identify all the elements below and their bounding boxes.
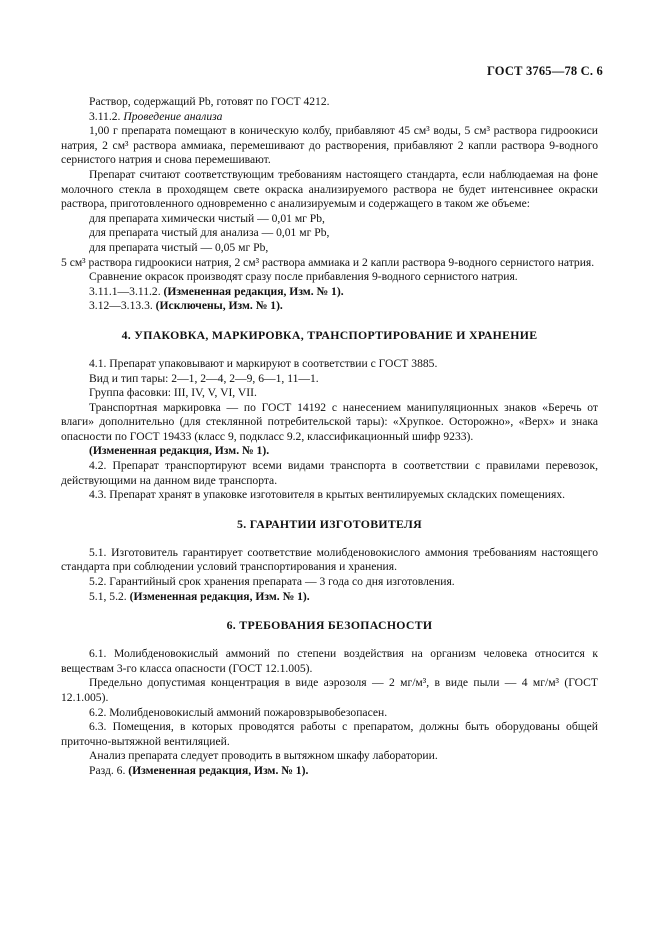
amendment-note	[61, 285, 598, 300]
paragraph: 6.3. Помещения, в которых проводятся работы с препаратом, должны быть оборудованы общей приточно-вытяжной вентиляцией.	[61, 720, 598, 748]
list-item: для препарата чистый — 0,05 мг Pb,	[89, 240, 269, 254]
amendment-note	[61, 764, 598, 779]
paragraph: 6.2. Молибденовокислый аммоний пожаровзрывобезопасен.	[89, 705, 388, 719]
paragraph: Раствор, содержащий Pb, готовят по ГОСТ 4212.	[89, 95, 330, 108]
paragraph: 4.2. Препарат транспортируют всеми видами транспорта в соответствии с правилами перевозок, действующими на данном виде транспорта.	[61, 459, 598, 487]
section-title: 4. УПАКОВКА, МАРКИРОВКА, ТРАНСПОРТИРОВАНИЕ И ХРАНЕНИЕ	[121, 327, 538, 342]
paragraph: 4.3. Препарат хранят в упаковке изготовителя в крытых вентилируемых складских помещениях.	[89, 488, 566, 502]
paragraph: 5.1. Изготовитель гарантирует соответствие молибденовокислого аммония требованиям настоящего стандарта при соблюдении условий транспортирования и хранения.	[61, 545, 598, 574]
clause-title: Проведение анализа	[123, 109, 223, 123]
page-content	[61, 95, 598, 779]
paragraph: Анализ препарата следует проводить в вытяжном шкафу лаборатории.	[89, 749, 438, 763]
list-item: для препарата химически чистый — 0,01 мг Pb,	[89, 211, 325, 225]
list-item: для препарата чистый для анализа — 0,01 мг Pb,	[89, 226, 330, 240]
amendment-text: (Измененная редакция, Изм. № 1).	[129, 589, 310, 603]
paragraph: Вид и тип тары: 2—1, 2—4, 2—9, 6—1, 11—1.	[89, 371, 319, 385]
amendment-note	[61, 590, 598, 605]
section-title: 5. ГАРАНТИИ ИЗГОТОВИТЕЛЯ	[237, 516, 422, 531]
spacer	[61, 604, 598, 618]
section-title: 6. ТРЕБОВАНИЯ БЕЗОПАСНОСТИ	[226, 618, 433, 633]
paragraph: 4.1. Препарат упаковывают и маркируют в соответствии с ГОСТ 3885.	[89, 356, 438, 370]
clause-range: Разд. 6.	[89, 763, 126, 777]
paragraph: Группа фасовки: III, IV, V, VI, VII.	[89, 386, 257, 400]
amendment-text: (Исключены, Изм. № 1).	[155, 299, 283, 313]
paragraph: Препарат считают соответствующим требованиям настоящего стандарта, если наблюдаемая на фоне молочного стекла в проходящем свете окраска анализируемого раствора не будет интенсивнее окраски раствора, приготовленного одновременно с анализируемым и содержащего в таком же объеме:	[61, 167, 598, 211]
paragraph: 5.2. Гарантийный срок хранения препарата — 3 года со дня изготовления.	[89, 575, 455, 589]
paragraph: 1,00 г препарата помещают в коническую колбу, прибавляют 45 см³ воды, 5 см³ раствора гидроокиси натрия, 2 см³ раствора аммиака, перемешивают до растворения, прибавляют 2 капли раствора 9-водного сернистого натрия и снова перемешивают.	[61, 124, 598, 167]
spacer	[61, 503, 598, 517]
amendment-text: (Измененная редакция, Изм. № 1).	[128, 763, 309, 777]
spacer	[61, 633, 598, 647]
spacer	[61, 532, 598, 546]
paragraph: 6.1. Молибденовокислый аммоний по степени воздействия на организм человека относится к веществам 3-го класса опасности (ГОСТ 12.1.005).	[61, 647, 598, 675]
paragraph: Предельно допустимая концентрация в виде аэрозоля — 2 мг/м³, в виде пыли — 4 мг/м³ (ГОСТ 12.1.005).	[61, 676, 598, 704]
paragraph: Сравнение окрасок производят сразу после прибавления 9-водного сернистого натрия.	[89, 270, 518, 284]
running-header: ГОСТ 3765—78 С. 6	[486, 64, 603, 78]
clause-range: 3.12—3.13.3.	[89, 299, 153, 313]
clause-number: 3.11.2.	[89, 109, 121, 123]
clause-range: 3.11.1—3.11.2.	[89, 284, 161, 298]
clause-range: 5.1, 5.2.	[89, 589, 127, 603]
paragraph-heading	[61, 110, 598, 125]
paragraph: Транспортная маркировка — по ГОСТ 14192 с нанесением манипуляционных знаков «Беречь от влаги» дополнительно (для стеклянной потребительской тары): «Хрупкое. Осторожно», «Верх» и знака опасности по ГОСТ 19433 (класс 9, подкласс 9.2, классификационный шифр 9233).	[61, 400, 598, 443]
amendment-note: (Измененная редакция, Изм. № 1).	[89, 444, 270, 458]
spacer	[61, 343, 598, 357]
paragraph: 5 см³ раствора гидроокиси натрия, 2 см³ раствора аммиака и 2 капли раствора 9-водного сернистого натрия.	[61, 255, 595, 269]
amendment-note	[61, 299, 598, 314]
spacer	[61, 314, 598, 328]
amendment-text: (Измененная редакция, Изм. № 1).	[163, 284, 344, 298]
